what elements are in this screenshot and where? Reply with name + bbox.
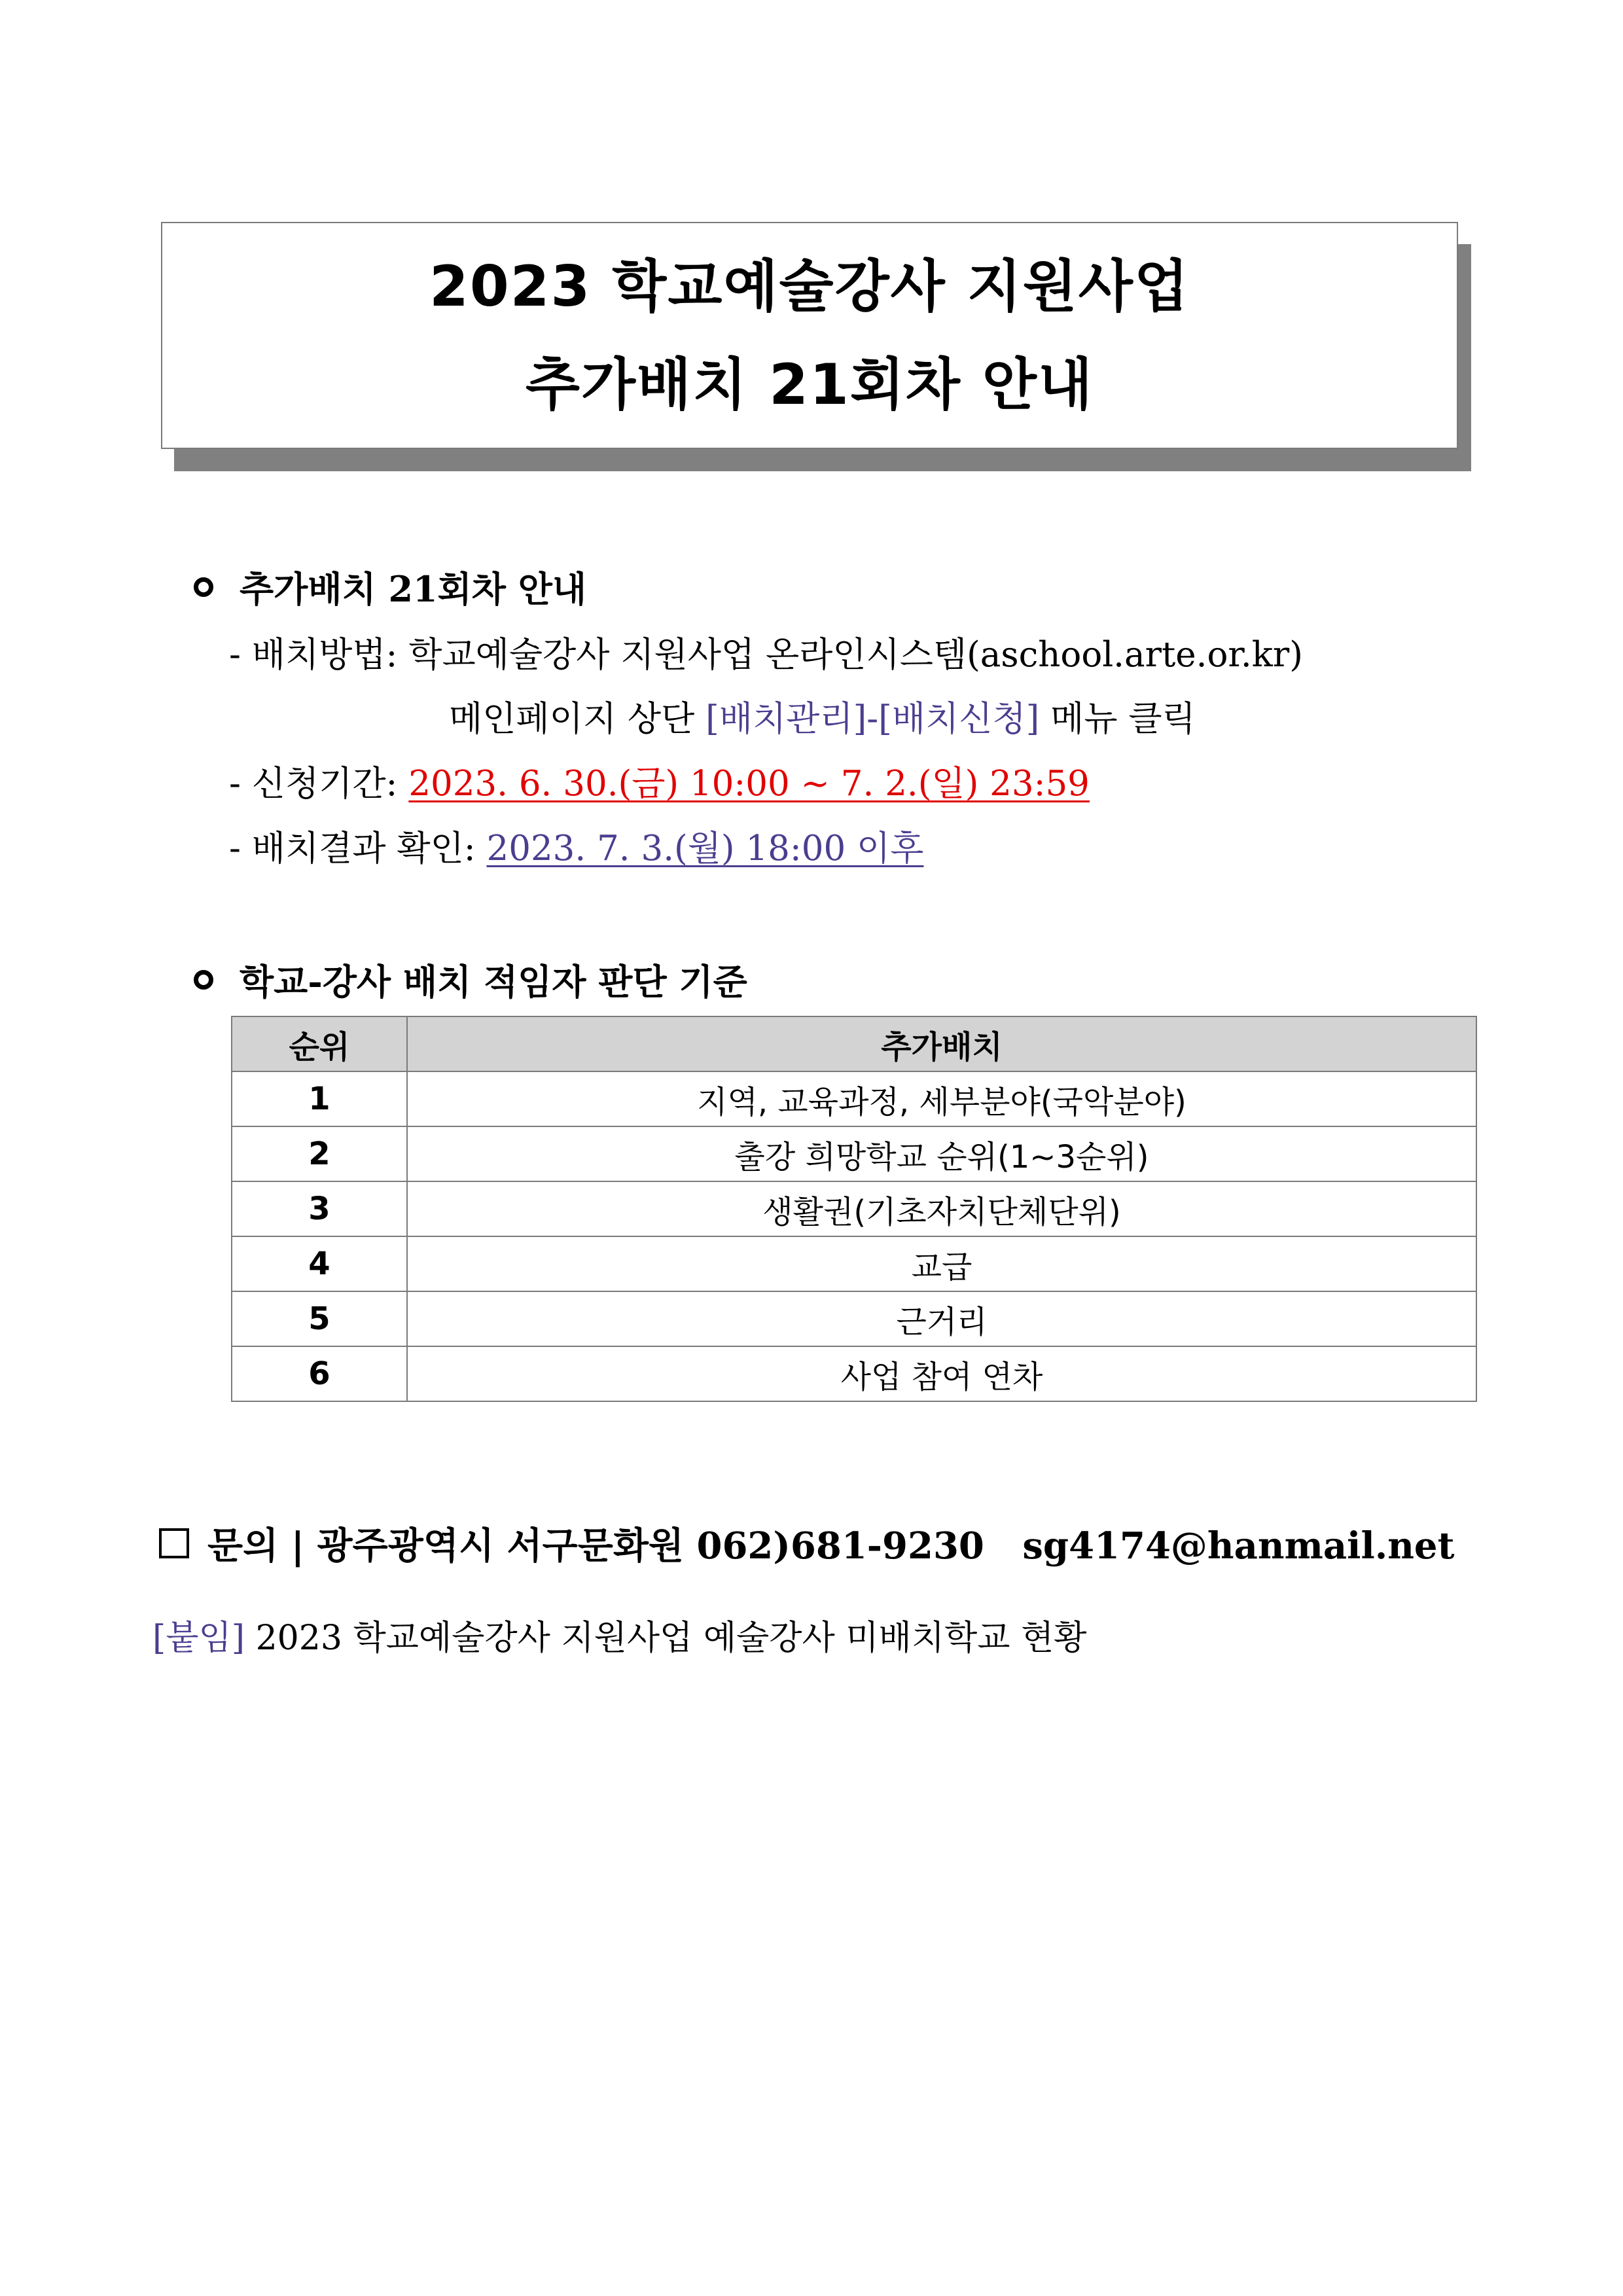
title-line-1: 2023 학교예술강사 지원사업 <box>429 253 1190 319</box>
result-label: - 배치결과 확인: <box>229 829 487 869</box>
criterion-cell: 근거리 <box>407 1291 1476 1346</box>
rank-cell: 6 <box>232 1346 407 1401</box>
method-text2-prefix: 메인페이지 상단 <box>449 699 706 739</box>
square-bullet-icon <box>159 1528 189 1558</box>
result-value: 2023. 7. 3.(월) 18:00 이후 <box>486 829 924 869</box>
rank-cell: 1 <box>232 1071 407 1126</box>
method-line <box>229 627 1303 677</box>
criterion-cell: 출강 희망학교 순위(1~3순위) <box>407 1126 1476 1181</box>
column-header-rank: 순위 <box>232 1016 407 1071</box>
table-row <box>232 1071 1476 1126</box>
period-value: 2023. 6. 30.(금) 10:00 ~ 7. 2.(일) 23:59 <box>408 764 1090 804</box>
circle-bullet-icon <box>194 970 213 990</box>
period-label: - 신청기간: <box>229 764 409 804</box>
contact-line <box>159 1517 1454 1570</box>
criteria-table <box>231 1016 1477 1402</box>
section1-heading-text: 추가배치 21회차 안내 <box>240 568 587 610</box>
table-row <box>232 1236 1476 1291</box>
section1-heading <box>194 562 586 612</box>
column-header-criterion: 추가배치 <box>407 1016 1476 1071</box>
table-row <box>232 1291 1476 1346</box>
rank-cell: 3 <box>232 1181 407 1236</box>
criterion-cell: 사업 참여 연차 <box>407 1346 1476 1401</box>
table-row <box>232 1346 1476 1401</box>
method-label: - 배치방법: <box>229 635 409 675</box>
attachment-tag: [붙임] <box>152 1619 245 1658</box>
result-line <box>229 821 923 870</box>
title-box <box>161 222 1458 449</box>
title-line-2: 추가배치 21회차 안내 <box>525 351 1094 418</box>
attachment-text: 2023 학교예술강사 지원사업 예술강사 미배치학교 현황 <box>245 1619 1087 1658</box>
method-text: 학교예술강사 지원사업 온라인시스템(aschool.arte.or.kr) <box>408 635 1303 675</box>
section2-heading <box>194 954 747 1005</box>
criterion-cell: 지역, 교육과정, 세부분야(국악분야) <box>407 1071 1476 1126</box>
section2-heading-text: 학교-강사 배치 적임자 판단 기준 <box>240 961 747 1003</box>
method-line-2 <box>449 691 1196 741</box>
rank-cell: 4 <box>232 1236 407 1291</box>
table-row <box>232 1126 1476 1181</box>
attachment-line <box>152 1610 1086 1659</box>
table-row <box>232 1181 1476 1236</box>
method-menu: [배치관리]-[배치신청] <box>705 699 1040 739</box>
method-text2-suffix: 메뉴 클릭 <box>1039 699 1196 739</box>
period-line <box>229 756 1090 806</box>
table-header-row <box>232 1016 1476 1071</box>
rank-cell: 2 <box>232 1126 407 1181</box>
criterion-cell: 생활권(기초자치단체단위) <box>407 1181 1476 1236</box>
circle-bullet-icon <box>194 577 213 597</box>
rank-cell: 5 <box>232 1291 407 1346</box>
criterion-cell: 교급 <box>407 1236 1476 1291</box>
contact-text: 문의 | 광주광역시 서구문화원 062)681-9230 sg4174@hanmail.net <box>207 1524 1455 1568</box>
